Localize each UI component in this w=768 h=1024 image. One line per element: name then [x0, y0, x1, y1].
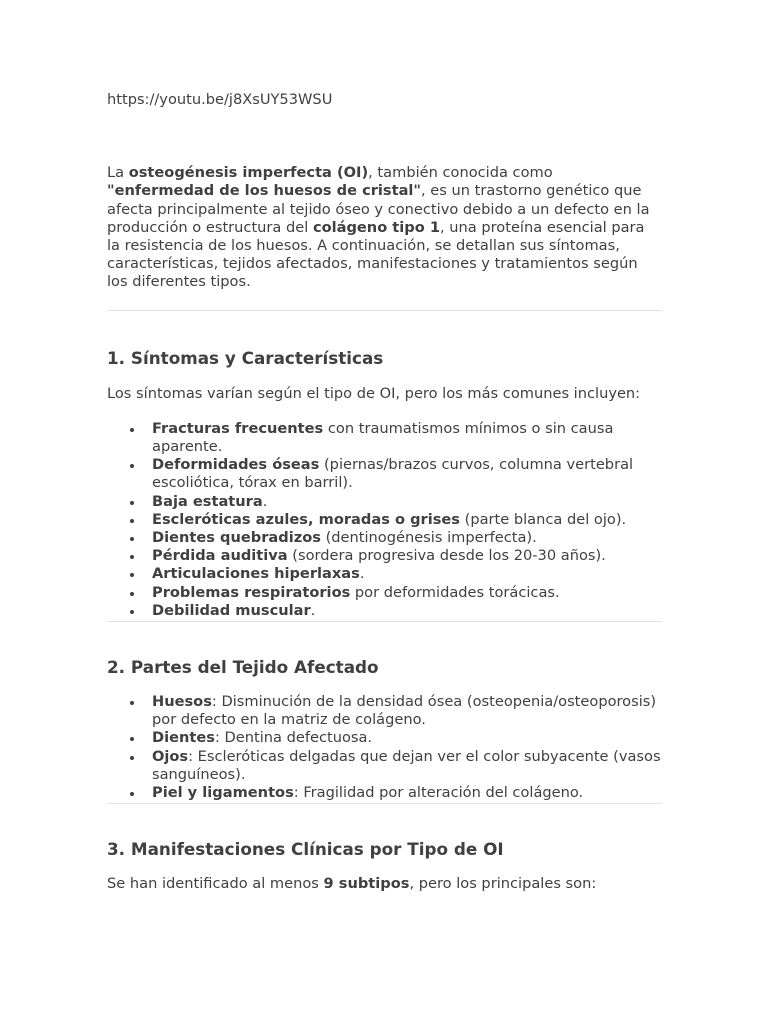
section-divider [107, 621, 662, 622]
section-3-heading: 3. Manifestaciones Clínicas por Tipo de OI [107, 839, 504, 860]
section-1-heading: 1. Síntomas y Características [107, 347, 384, 368]
item-bold: Dientes quebradizos [152, 529, 321, 547]
symptoms-list [107, 420, 662, 620]
section-3-lead [107, 875, 662, 893]
item-text: . [359, 565, 365, 583]
list-item [152, 565, 662, 583]
list-item [152, 584, 662, 602]
item-bold: Huesos [152, 693, 212, 711]
item-text: . [262, 492, 268, 510]
item-text: . [310, 601, 316, 619]
item-bold: Piel y ligamentos [152, 784, 294, 802]
intro-bold-3: colágeno tipo 1 [312, 218, 440, 236]
document-content [107, 91, 662, 893]
item-bold: Ojos [152, 747, 189, 765]
item-bold: Dientes [152, 729, 215, 747]
list-item [152, 602, 662, 620]
list-item [152, 784, 662, 802]
section-1-lead: Los síntomas varían según el tipo de OI, pero los más comunes incluyen: [107, 384, 641, 402]
list-item [152, 547, 662, 565]
item-text: : Fragilidad por alteración del colágeno. [293, 784, 584, 802]
list-item [152, 456, 662, 492]
item-text: por deformidades torácicas. [350, 583, 560, 601]
item-text: (dentinogénesis imperfecta). [320, 529, 537, 547]
item-bold: Debilidad muscular [152, 601, 311, 619]
affected-tissue-list [107, 693, 662, 802]
list-item [152, 748, 662, 784]
intro-paragraph [107, 164, 662, 291]
intro-bold-1: osteogénesis imperfecta (OI) [128, 164, 369, 182]
item-text: : Escleróticas delgadas que dejan ver el color subyacente (vasos sanguíneos). [152, 747, 661, 783]
list-item [152, 493, 662, 511]
item-bold: Deformidades óseas [152, 456, 320, 474]
item-text: (piernas/brazos curvos, columna vertebral escoliótica, tórax en barril). [152, 456, 634, 492]
list-item [152, 693, 662, 729]
section-3-bold: 9 subtipos [323, 875, 410, 893]
list-item [152, 511, 662, 529]
intro-bold-2: "enfermedad de los huesos de cristal" [107, 182, 422, 200]
list-item [152, 729, 662, 747]
item-bold: Baja estatura [152, 492, 263, 510]
item-bold: Escleróticas azules, moradas o grises [152, 510, 460, 528]
intro-text-2: , también conocida como [368, 164, 553, 182]
section-2-heading: 2. Partes del Tejido Afectado [107, 657, 379, 678]
item-bold: Fracturas frecuentes [152, 419, 324, 437]
list-item [152, 420, 662, 456]
item-text: (sordera progresiva desde los 20-30 años). [287, 547, 606, 565]
item-bold: Pérdida auditiva [152, 547, 288, 565]
section-divider [107, 803, 662, 804]
item-text: con traumatismos mínimos o sin causa aparente. [152, 419, 614, 456]
intro-text-3: , es un trastorno genético que afecta principalmente al tejido óseo y conectivo debido a un defecto en la producción o estructura del [107, 182, 650, 236]
item-text: : Dentina defectuosa. [214, 729, 373, 747]
intro-text-1: La [107, 164, 129, 182]
intro-text-4: , una proteína esencial para la resistencia de los huesos. A continuación, se detallan sus síntomas, características, tejidos afectados, manifestaciones y tratamientos según los diferentes tipos. [107, 218, 645, 291]
section-3-text-2: , pero los principales son: [409, 875, 597, 893]
item-bold: Articulaciones hiperlaxas [152, 565, 360, 583]
item-bold: Problemas respiratorios [152, 583, 351, 601]
list-item [152, 529, 662, 547]
item-text: (parte blanca del ojo). [459, 510, 627, 528]
item-text: : Disminución de la densidad ósea (osteopenia/osteoporosis) por defecto en la matriz de colágeno. [152, 693, 657, 729]
youtube-link[interactable]: https://youtu.be/j8XsUY53WSU [107, 91, 333, 108]
section-3-text-1: Se han identificado al menos [107, 875, 324, 893]
section-divider [107, 310, 662, 311]
